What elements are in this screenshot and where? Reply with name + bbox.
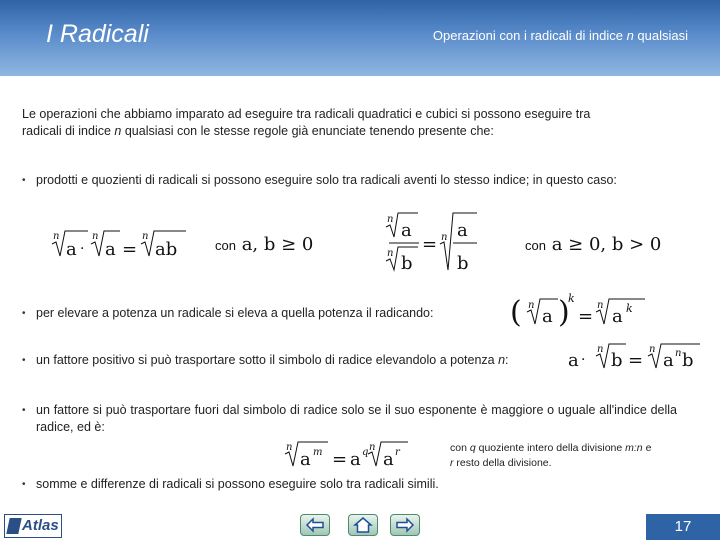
- svg-text:n: n: [387, 248, 394, 259]
- svg-text:a: a: [663, 350, 674, 371]
- svg-text:a: a: [383, 449, 394, 470]
- svg-text:=: =: [628, 350, 644, 371]
- svg-text:=: =: [578, 306, 594, 327]
- quotient-remainder-note: con q quoziente intero della divisione m:n e r resto della divisione.: [450, 442, 652, 469]
- svg-text:n: n: [53, 231, 60, 242]
- svg-text:a: a: [350, 449, 361, 470]
- svg-text:b: b: [401, 253, 413, 272]
- svg-text:k: k: [568, 292, 575, 305]
- header-bar: [0, 0, 720, 76]
- svg-text:n: n: [369, 442, 376, 453]
- product-condition: con a, b ≥ 0: [215, 234, 314, 255]
- atlas-logo: Atlas: [4, 514, 62, 538]
- svg-text:n: n: [142, 231, 149, 242]
- arrow-left-icon: [301, 515, 329, 535]
- factor-outside-formula: [284, 438, 414, 472]
- quotient-formula: [385, 210, 480, 272]
- next-slide-button[interactable]: [390, 514, 420, 536]
- svg-text:n: n: [675, 348, 682, 359]
- svg-text:b: b: [457, 253, 469, 272]
- svg-text:a: a: [612, 306, 623, 327]
- bullet-factor-outside: • un fattore si può trasportare fuori dal simbolo di radice solo se il suo esponente è maggiore o uguale all'indice della radice, ed è:: [22, 403, 677, 434]
- intro-paragraph: Le operazioni che abbiamo imparato ad eseguire tra radicali quadratici e cubici si possono eseguire tra radicali di indice n qualsiasi con le stesse regole già enunciate tenendo presente che:: [22, 107, 591, 138]
- svg-text:a: a: [66, 239, 77, 260]
- svg-text:n: n: [649, 344, 656, 355]
- quotient-condition: con a ≥ 0, b > 0: [525, 234, 662, 255]
- svg-text:=: =: [122, 239, 138, 260]
- svg-text:n: n: [286, 442, 293, 453]
- page-title: I Radicali: [46, 20, 149, 48]
- page-number: 17: [646, 514, 720, 540]
- home-button[interactable]: [348, 514, 378, 536]
- svg-text:a: a: [457, 220, 468, 241]
- svg-text:n: n: [441, 232, 448, 243]
- svg-text:b: b: [682, 350, 694, 371]
- svg-text:n: n: [92, 231, 99, 242]
- svg-text:): ): [558, 295, 570, 330]
- arrow-right-icon: [391, 515, 419, 535]
- bullet-products-quotients: • prodotti e quozienti di radicali si possono eseguire solo tra radicali aventi lo stesso indice; in questo caso:: [22, 173, 617, 187]
- svg-text:ab: ab: [155, 239, 178, 260]
- svg-text:k: k: [626, 302, 633, 315]
- svg-text:n: n: [528, 300, 535, 311]
- bullet-dot: •: [22, 308, 26, 319]
- svg-text:q: q: [362, 447, 369, 458]
- home-icon: [349, 515, 377, 535]
- prev-slide-button[interactable]: [300, 514, 330, 536]
- svg-text:·: ·: [581, 352, 586, 368]
- svg-text:r: r: [395, 447, 400, 458]
- svg-text:n: n: [597, 300, 604, 311]
- svg-text:a: a: [105, 239, 116, 260]
- bullet-dot: •: [22, 175, 26, 186]
- svg-text:n: n: [387, 214, 394, 225]
- svg-text:b: b: [611, 350, 623, 371]
- svg-text:=: =: [422, 234, 438, 255]
- bullet-dot: •: [22, 355, 26, 366]
- factor-inside-formula: [568, 340, 708, 374]
- svg-text:=: =: [332, 449, 348, 470]
- atlas-logo-mark: [6, 518, 21, 534]
- svg-text:·: ·: [80, 241, 85, 257]
- svg-text:a: a: [542, 306, 553, 327]
- bullet-power: • per elevare a potenza un radicale si eleva a quella potenza il radicando:: [22, 306, 434, 320]
- power-formula: [510, 290, 650, 332]
- bullet-dot: •: [22, 479, 26, 490]
- page-subtitle: Operazioni con i radicali di indice n qualsiasi: [432, 28, 688, 43]
- bullet-dot: •: [22, 405, 26, 416]
- bullet-factor-inside: • un fattore positivo si può trasportare sotto il simbolo di radice elevandolo a potenza n:: [22, 353, 509, 367]
- bullet-sums-differences: • somme e differenze di radicali si possono eseguire solo tra radicali simili.: [22, 477, 439, 491]
- svg-text:a: a: [401, 220, 412, 241]
- product-formula: [50, 226, 190, 262]
- svg-text:a: a: [568, 350, 579, 371]
- svg-text:n: n: [597, 344, 604, 355]
- svg-text:m: m: [313, 447, 323, 458]
- svg-text:a: a: [300, 449, 311, 470]
- svg-text:(: (: [510, 295, 522, 330]
